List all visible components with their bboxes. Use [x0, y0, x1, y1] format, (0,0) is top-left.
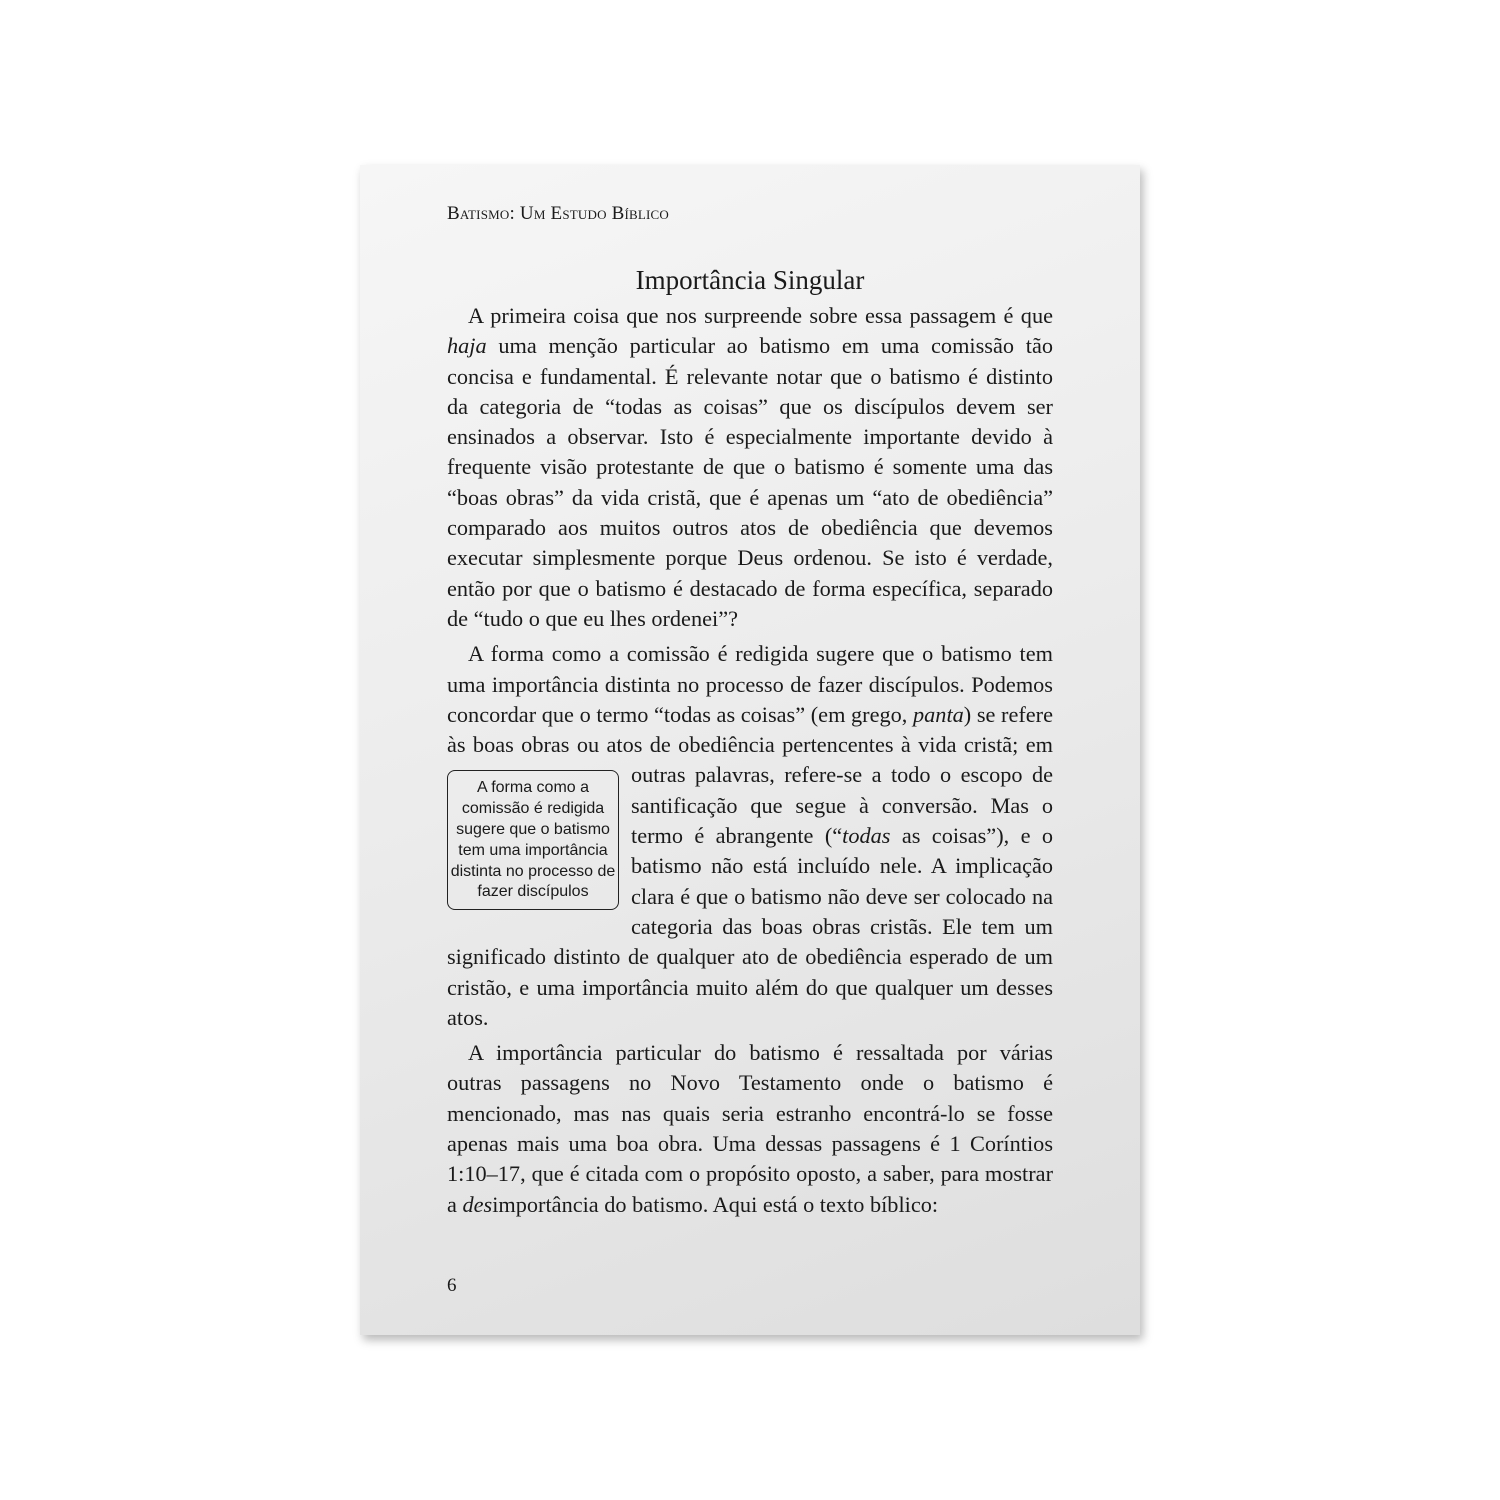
- body-paragraph: A primeira coisa que nos surpreende sobre essa passagem é que haja uma menção particular ao batismo em uma comissão tão concisa e fundamental. É relevante notar que o batismo é distinto da categoria de “todas as coisas” que os discípulos devem ser ensinados a observar. Isto é especialmente importante devido à frequente visão protestante de que o batismo é somente uma das “boas obras” da vida cristã, que é apenas um “ato de obediência” comparado aos muitos outros atos de obediência que devemos executar simplesmente porque Deus ordenou. Se isto é verdade, então por que o batismo é destacado de forma específica, separado de “tudo o que eu lhes ordenei”?: [447, 303, 1053, 631]
- body-text: [447, 301, 1053, 1225]
- emphasis-text: todas: [842, 823, 891, 849]
- page-number: 6: [447, 1275, 457, 1296]
- emphasis-text: haja: [447, 333, 487, 359]
- pull-quote: A forma como a comissão é redigida sugere que o batismo tem uma importância distinta no processo de fazer discípulos: [447, 770, 619, 910]
- body-paragraph: A forma como a comissão é redigida sugere que o batismo tem uma importância distinta no processo de fazer discípulos. Podemos concordar que o termo “todas as coisas” (em grego, panta) se refere às boas obras ou atos de obediência pertencentes A forma como a comissão é redigida sugere que o batismo tem uma importância distinta no processo de fazer discípulos à vida cristã; em outras palavras, refere-se a todo o escopo de santificação que segue à conversão. Mas o termo é abrangente (“todas as coisas”), e o batismo não está incluído nele. A implicação clara é que o batismo não deve ser colocado na categoria das boas obras cristãs. Ele tem um significado distinto de qualquer ato de obediência esperado de um cristão, e uma importância muito além do que qualquer um desses atos.: [447, 641, 1053, 1030]
- running-head: Batismo: Um Estudo Bíblico: [447, 203, 670, 224]
- body-paragraph: A importância particular do batismo é ressaltada por várias outras passagens no Novo Testamento onde o batismo é mencionado, mas nas quais seria estranho encontrá-lo se fosse apenas mais uma boa obra. Uma dessas passagens é 1 Coríntios 1:10–17, que é citada com o propósito oposto, a saber, para mostrar a desimportância do batismo. Aqui está o texto bíblico:: [447, 1040, 1053, 1217]
- emphasis-text: panta: [913, 701, 964, 727]
- section-title: Importância Singular: [635, 265, 865, 295]
- book-page: [360, 165, 1140, 1335]
- emphasis-text: des: [462, 1191, 493, 1217]
